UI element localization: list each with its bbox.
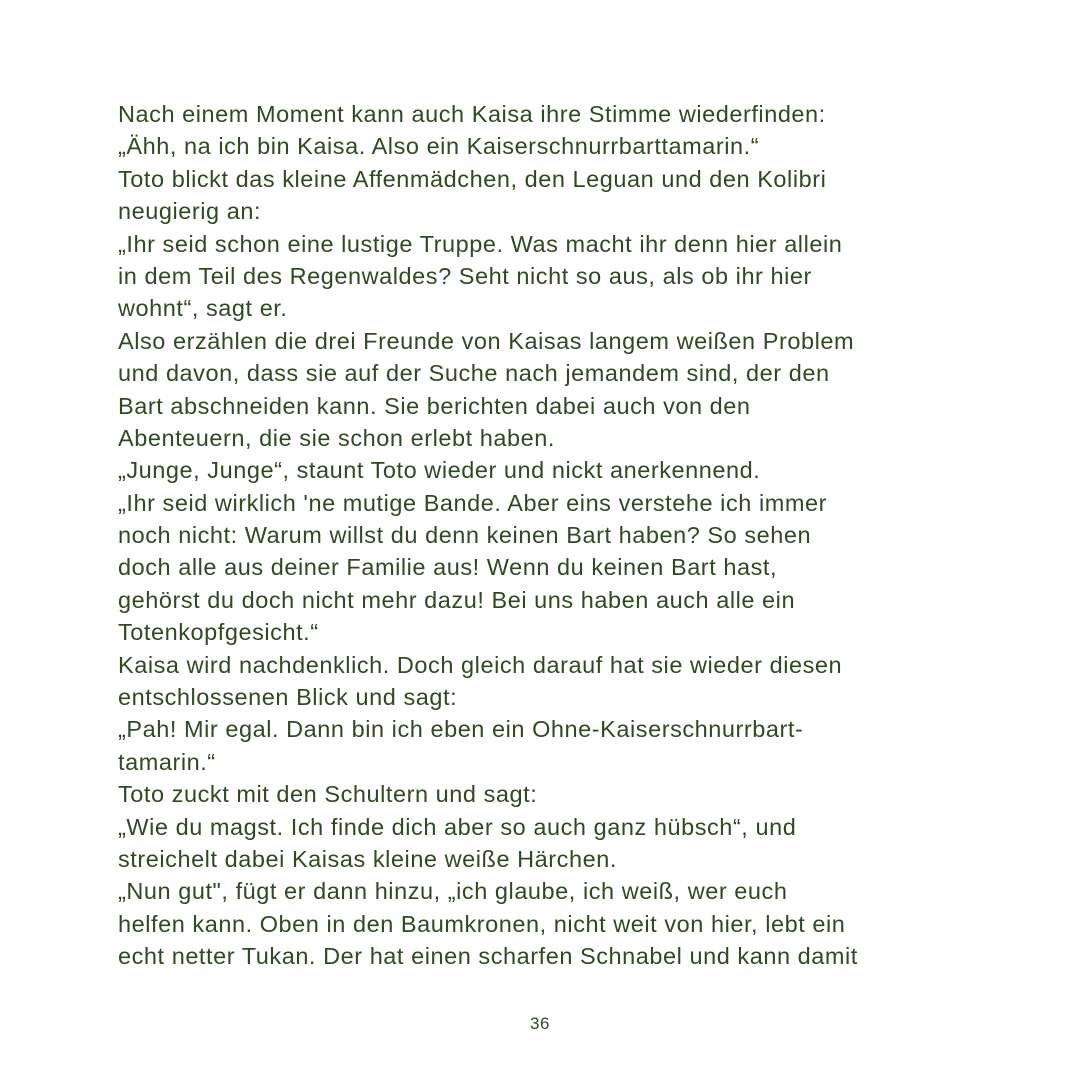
text-line: Bart abschneiden kann. Sie berichten dabei auch von den bbox=[118, 392, 751, 419]
text-line: „Junge, Junge“, staunt Toto wieder und nickt anerkennend. bbox=[118, 457, 761, 484]
text-line: helfen kann. Oben in den Baumkronen, nicht weit von hier, lebt ein bbox=[118, 910, 846, 937]
text-line: „Nun gut", fügt er dann hinzu, „ich glaube, ich weiß, wer euch bbox=[118, 878, 788, 905]
text-line: Nach einem Moment kann auch Kaisa ihre Stimme wiederfinden: bbox=[118, 101, 826, 127]
text-line: „Ähh, na ich bin Kaisa. Also ein Kaiserschnurrbarttamarin.“ bbox=[118, 133, 760, 160]
text-line: Toto blickt das kleine Affenmädchen, den Leguan und den Kolibri bbox=[118, 165, 827, 192]
text-line: echt netter Tukan. Der hat einen scharfen Schnabel und kann damit bbox=[118, 943, 858, 970]
text-line: entschlossenen Blick und sagt: bbox=[118, 684, 458, 711]
text-line: Abenteuern, die sie schon erlebt haben. bbox=[118, 424, 555, 451]
text-line: „Pah! Mir egal. Dann bin ich eben ein Ohne-Kaiserschnurrbart- bbox=[118, 716, 804, 743]
text-line: doch alle aus deiner Familie aus! Wenn du keinen Bart hast, bbox=[118, 554, 778, 581]
text-line: Totenkopfgesicht.“ bbox=[118, 619, 319, 646]
text-line: neugierig an: bbox=[118, 198, 262, 225]
page-number: 36 bbox=[530, 1014, 550, 1033]
story-text bbox=[118, 98, 978, 973]
text-line: Kaisa wird nachdenklich. Doch gleich darauf hat sie wieder diesen bbox=[118, 651, 843, 678]
text-line: „Ihr seid wirklich 'ne mutige Bande. Aber eins verstehe ich immer bbox=[118, 489, 827, 516]
text-line: in dem Teil des Regenwaldes? Seht nicht so aus, als ob ihr hier bbox=[118, 262, 812, 289]
text-line: Also erzählen die drei Freunde von Kaisas langem weißen Problem bbox=[118, 327, 855, 354]
text-line: streichelt dabei Kaisas kleine weiße Härchen. bbox=[118, 845, 617, 872]
text-line: und davon, dass sie auf der Suche nach jemandem sind, der den bbox=[118, 360, 830, 387]
text-line: „Wie du magst. Ich finde dich aber so auch ganz hübsch“, und bbox=[118, 813, 797, 840]
text-line: Toto zuckt mit den Schultern und sagt: bbox=[118, 781, 538, 808]
text-line: noch nicht: Warum willst du denn keinen Bart haben? So sehen bbox=[118, 522, 812, 549]
text-line: gehörst du doch nicht mehr dazu! Bei uns haben auch alle ein bbox=[118, 586, 796, 613]
text-line: wohnt“, sagt er. bbox=[118, 295, 288, 322]
text-line: tamarin.“ bbox=[118, 748, 216, 775]
text-line: „Ihr seid schon eine lustige Truppe. Was macht ihr denn hier allein bbox=[118, 230, 843, 257]
